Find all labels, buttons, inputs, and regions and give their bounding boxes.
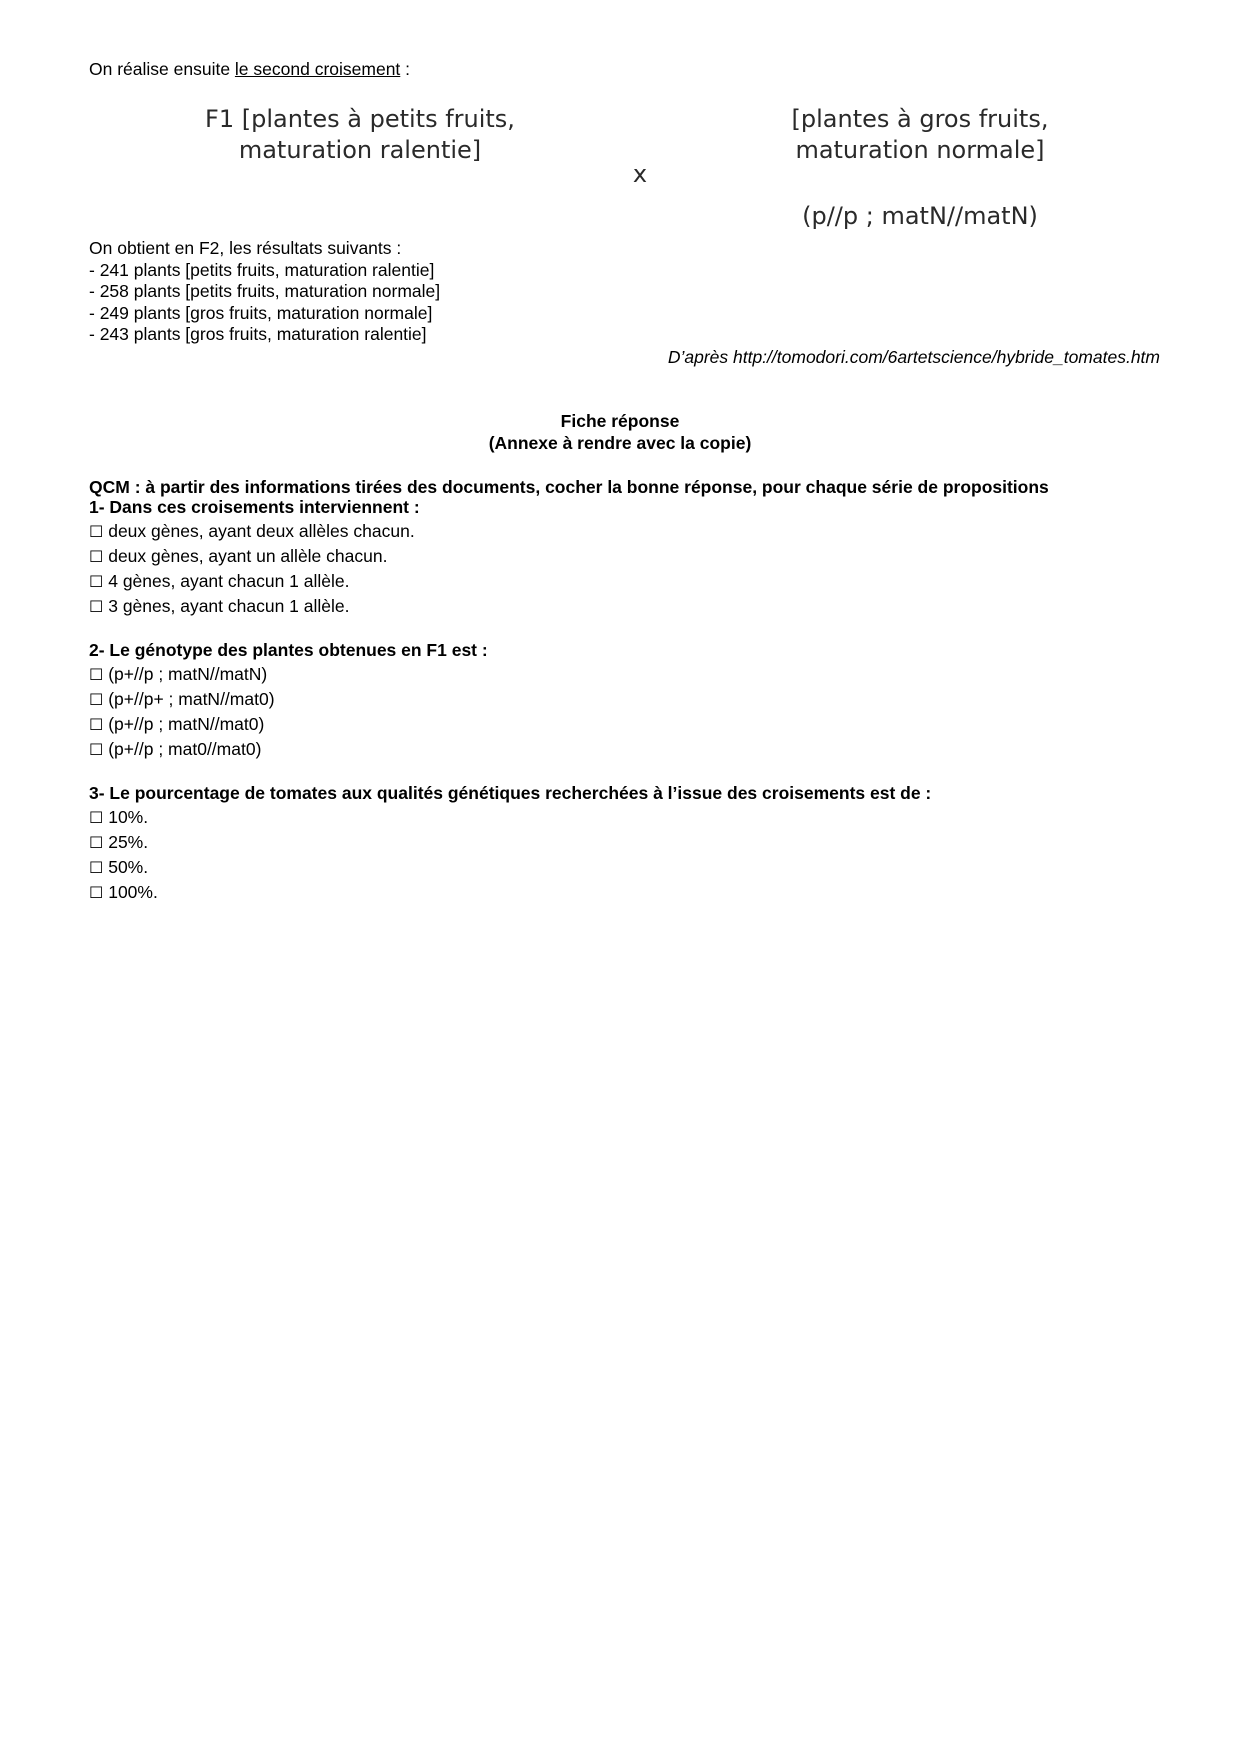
option-label: 100%.: [108, 881, 158, 902]
checkbox-icon[interactable]: ☐: [89, 807, 104, 827]
option-label: 25%.: [108, 831, 149, 852]
question-title: 3- Le pourcentage de tomates aux qualités génétiques recherchées à l’issue des croisements est de :: [89, 783, 932, 803]
option-label: (p+//p ; matN//mat0): [108, 713, 265, 734]
checkbox-icon[interactable]: ☐: [89, 596, 104, 616]
cross-left-parent: [160, 104, 560, 166]
cross-right-genotype: (p//p ; matN//matN): [802, 202, 1038, 230]
answer-sheet-title: Fiche réponse: [560, 411, 680, 431]
checkbox-icon[interactable]: ☐: [89, 714, 104, 734]
question-2: [89, 640, 488, 762]
option-label: deux gènes, ayant un allèle chacun.: [108, 545, 388, 566]
intro-after: :: [400, 59, 411, 79]
option: [89, 662, 488, 687]
cross-left-line1: F1 [plantes à petits fruits,: [205, 105, 515, 133]
option-label: (p+//p+ ; matN//mat0): [108, 688, 275, 709]
results-item: - 249 plants [gros fruits, maturation normale]: [89, 302, 433, 323]
option-label: (p+//p ; mat0//mat0): [108, 738, 262, 759]
option: [89, 687, 488, 712]
intro-underlined: le second croisement: [234, 59, 401, 79]
option-label: 50%.: [108, 856, 149, 877]
cross-right-line1: [plantes à gros fruits,: [791, 105, 1049, 133]
question-3: [89, 783, 931, 905]
checkbox-icon[interactable]: ☐: [89, 664, 104, 684]
answer-sheet-subtitle: (Annexe à rendre avec la copie): [488, 433, 752, 453]
option: [89, 805, 931, 830]
option-label: deux gènes, ayant deux allèles chacun.: [108, 520, 415, 541]
option: [89, 594, 420, 619]
cross-left-line2: maturation ralentie]: [238, 136, 482, 164]
intro-before: On réalise ensuite: [89, 59, 235, 79]
option: [89, 855, 931, 880]
results-heading: On obtient en F2, les résultats suivants :: [89, 238, 402, 258]
checkbox-icon[interactable]: ☐: [89, 832, 104, 852]
option: [89, 544, 420, 569]
option: [89, 569, 420, 594]
checkbox-icon[interactable]: ☐: [89, 739, 104, 759]
results-item: - 243 plants [gros fruits, maturation ralentie]: [89, 324, 427, 344]
checkbox-icon[interactable]: ☐: [89, 857, 104, 877]
checkbox-icon[interactable]: ☐: [89, 571, 104, 591]
intro-sentence: [89, 59, 410, 80]
qcm-instruction: QCM : à partir des informations tirées des documents, cocher la bonne réponse, pour chaque série de propositions: [89, 477, 1049, 497]
results-block: [89, 238, 440, 346]
question-1: [89, 497, 420, 619]
checkbox-icon[interactable]: ☐: [89, 521, 104, 541]
option-label: 10%.: [108, 806, 149, 827]
question-title: 1- Dans ces croisements interviennent :: [89, 497, 420, 517]
option: [89, 737, 488, 762]
checkbox-icon[interactable]: ☐: [89, 546, 104, 566]
option: [89, 712, 488, 737]
option: [89, 880, 931, 905]
source-citation: D’après http://tomodori.com/6artetscience/hybride_tomates.htm: [667, 347, 1160, 367]
cross-right-parent: [720, 104, 1120, 166]
checkbox-icon[interactable]: ☐: [89, 882, 104, 902]
option-label: (p+//p ; matN//matN): [108, 663, 268, 684]
cross-right-line2: maturation normale]: [795, 136, 1045, 164]
results-item: - 258 plants [petits fruits, maturation normale]: [89, 281, 441, 301]
option-label: 4 gènes, ayant chacun 1 allèle.: [108, 570, 350, 591]
option: [89, 519, 420, 544]
question-title: 2- Le génotype des plantes obtenues en F1 est :: [89, 640, 488, 660]
cross-operator: x: [632, 160, 648, 188]
checkbox-icon[interactable]: ☐: [89, 689, 104, 709]
option: [89, 830, 931, 855]
option-label: 3 gènes, ayant chacun 1 allèle.: [108, 595, 350, 616]
results-item: - 241 plants [petits fruits, maturation ralentie]: [89, 259, 435, 280]
